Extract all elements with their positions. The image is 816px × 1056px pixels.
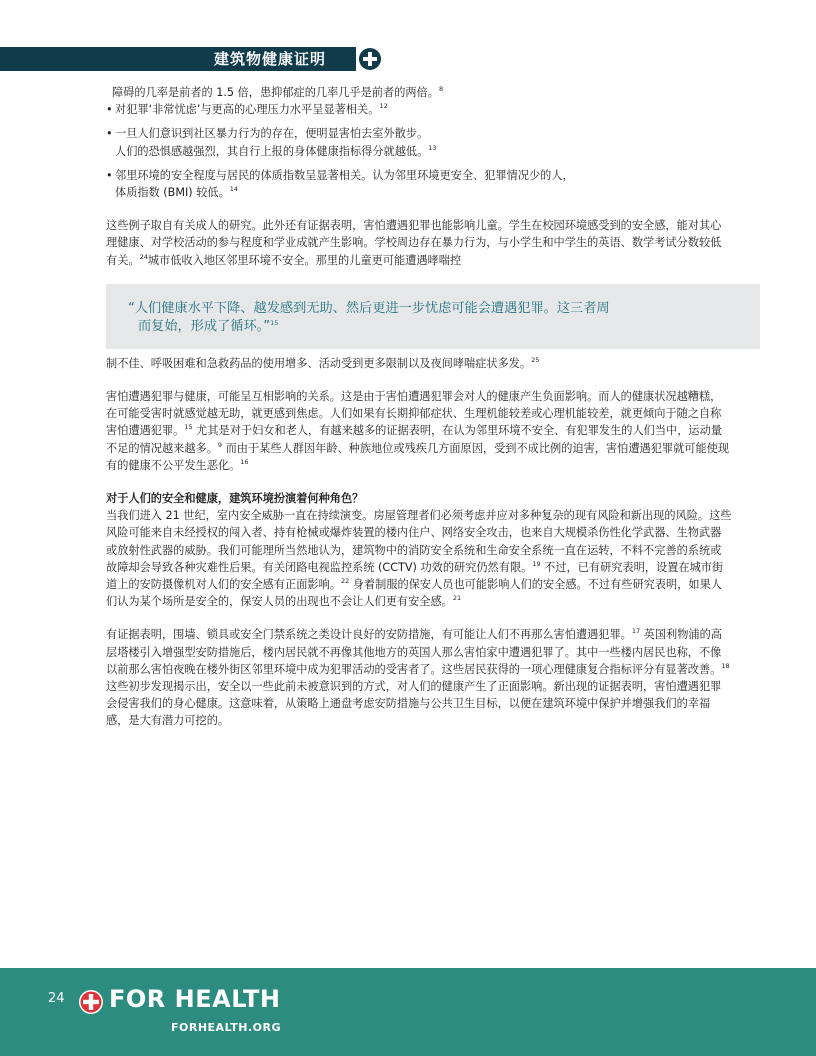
pull-quote: “人们健康水平下降、越发感到无助、然后更进一步忧虑可能会遭遇犯罪。这三者周 而复始，形成了循环。”$^{15}$ <box>106 284 760 349</box>
page-number: 24 <box>48 991 65 1006</box>
paragraph: 害怕遭遇犯罪与健康，可能呈互相影响的关系。这是由于害怕遭遇犯罪会对人的健康产生负面影响。而人的健康状况越糟糕，在可能受害时就感觉越无助，就更感到焦虑。人们如果有长期抑郁症状、生理机能较差或心理机能较差，就更倾向于随之自称害怕遭遇犯罪。$^{15}$ 尤其是对于妇女和老人，有越来越多的证据表明，在认为邻里环境不安全、有犯罪发生的人们当中，运动量不足的情况越来越多。$^9$ 而由于某些人群因年龄、种族地位或残疾几方面原因，受到不成比例的迫害，害怕遭遇犯罪就可能使现有的健康不公平发生恶化。$^{16}$ <box>106 390 730 472</box>
paragraph: 当我们进入 21 世纪，室内安全威胁一直在持续演变。房屋管理者们必须考虑并应对多种复杂的现有风险和新出现的风险。这些风险可能来自未经授权的闯入者、持有枪械或爆炸装置的楼内住户、网络安全攻击，也来自大规模杀伤性化学武器、生物武器或放射性武器的威胁。我们可能理所当然地认为，建筑物中的消防安全系统和生命安全系统一直在运转，不料不完善的系统或故障却会导致各种灾难性后果。有关闭路电视监控系统 (CCTV) 功效的研究仍然有限。$^{19}$ 不过，已有研究表明，设置在城市街道上的安防摄像机对人们的安全感有正面影响。$^{22}$ 身着制服的保安人员也可能影响人们的安全感。不过有些研究表明，如果人们认为某个场所是安全的，保安人员的出现也不会让人们更有安全感。$^{21}$ <box>106 509 732 609</box>
bullet-item: • 邻里环境的安全程度与居民的体质指数呈显著相关。认为邻里环境更安全、犯罪情况少的人， 体质指数 (BMI) 较低。$^{14}$ <box>106 167 732 201</box>
plus-circle-icon <box>359 48 381 70</box>
website-link[interactable]: FORHEALTH.ORG <box>171 1021 281 1034</box>
bullet-item: • 对犯罪‘非常忧虑’与更高的心理压力水平呈显著相关。$^{12}$ <box>106 101 732 118</box>
red-cross-icon <box>79 990 103 1014</box>
brand-logo: FOR HEALTH <box>109 985 281 1013</box>
paragraph: 制不佳、呼吸困难和急救药品的使用增多、活动受到更多限制以及夜间哮喘症状多发。$^{25}$ <box>106 355 540 370</box>
article-body <box>106 84 732 730</box>
paragraph: 有证据表明，围墙、锁具或安全门禁系统之类设计良好的安防措施，有可能让人们不再那么害怕遭遇犯罪。$^{17}$ 英国利物浦的高层塔楼引入增强型安防措施后，楼内居民就不再像其他地方的英国人那么害怕家中遭遇犯罪了。其中一些楼内居民也称，不像以前那么害怕夜晚在楼外街区邻里环境中成为犯罪活动的受害者了。这些居民获得的一项心理健康复合指标评分有显著改善。$^{18}$ 这些初步发现揭示出，安全以一些此前未被意识到的方式，对人们的健康产生了正面影响。新出现的证据表明，害怕遭遇犯罪会侵害我们的身心健康。这意味着，从策略上通盘考虑安防措施与公共卫生目标，以便在建筑环境中保护并增强我们的幸福感，是大有潜力可挖的。 <box>106 627 730 728</box>
section-heading: 对于人们的安全和健康，建筑环境扮演着何种角色？ <box>106 492 364 506</box>
paragraph: 这些例子取自有关成人的研究。此外还有证据表明，害怕遭遇犯罪也能影响儿童。学生在校园环境感受到的安全感，能对其心理健康、对学校活动的参与程度和学业成就产生影响。学校周边存在暴力行为，与小学生和中学生的英语、数学考试分数较低有关。$^{24}$城市低收入地区邻里环境不安全。那里的儿童更可能遭遇哮喘控 <box>106 219 722 267</box>
bullet-item: • 一旦人们意识到社区暴力行为的存在，便明显害怕去室外散步。 人们的恐惧感越强烈，其自行上报的身体健康指标得分就越低。$^{13}$ <box>106 125 732 159</box>
page-header-title: 建筑物健康证明 <box>214 50 327 68</box>
intro-line: 障碍的几率是前者的 1.5 倍，患抑郁症的几率几乎是前者的两倍。$^8$ <box>112 85 444 99</box>
